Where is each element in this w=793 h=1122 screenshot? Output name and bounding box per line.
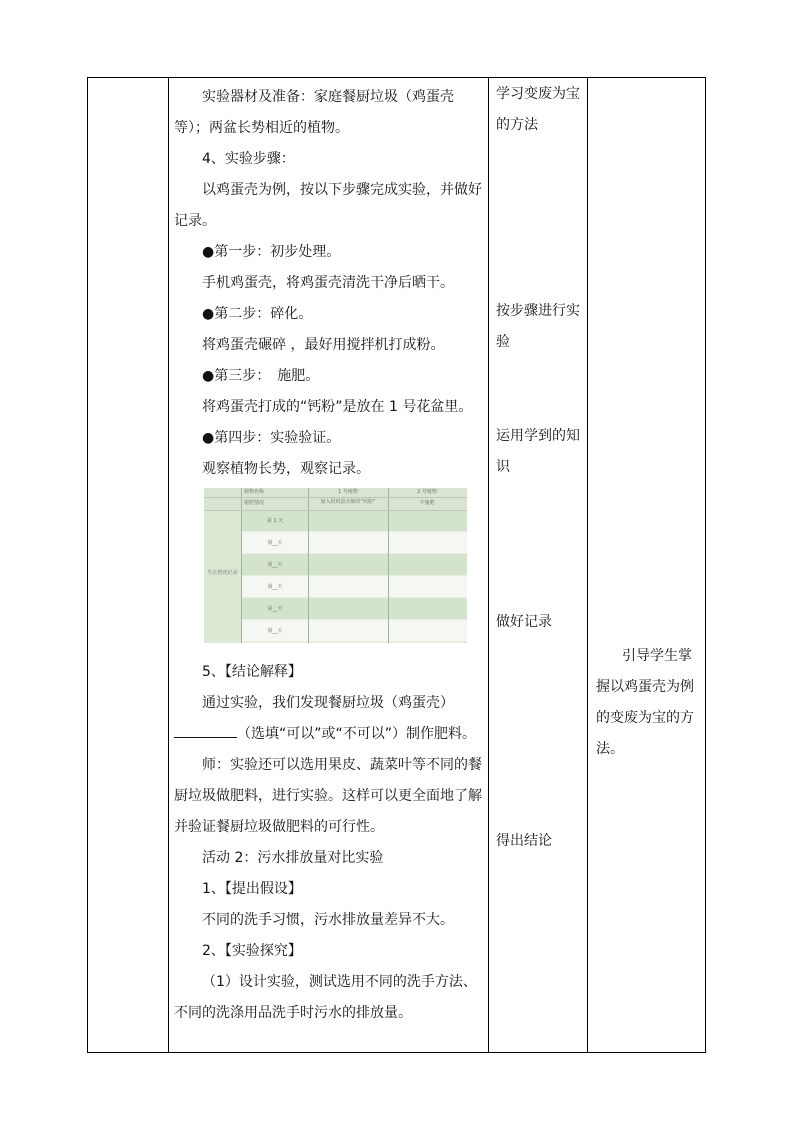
- header-cell: 1 号植物: [338, 489, 358, 495]
- fill-in-blank[interactable]: [174, 721, 237, 738]
- paragraph: 观察植物长势，观察记录。: [202, 461, 370, 477]
- student-note: 做好记录: [496, 614, 552, 630]
- paragraph: （1）设计实验，测试选用不同的洗手方法、不同的洗涤用品洗手时污水的排放量。: [174, 974, 477, 1021]
- day-label: 第__天: [267, 606, 283, 612]
- paragraph: ●第四步：实验验证。: [202, 430, 341, 446]
- paragraph: 以鸡蛋壳为例，按以下步骤完成实验，并做好记录。: [174, 182, 482, 229]
- student-note: 学习变废为宝的方法: [496, 86, 580, 133]
- growth-record-table-image: [204, 488, 467, 643]
- paragraph: 师：实验还可以选用果皮、蔬菜叶等不同的餐厨垃圾做肥料，进行实验。这样可以更全面地了解并验证餐厨垃圾做肥料的可行性。: [174, 757, 482, 835]
- paragraph: 不同的洗手习惯，污水排放量差异不大。: [202, 912, 454, 928]
- paragraph: ●第一步：初步处理。: [202, 244, 341, 260]
- day-label: 第__天: [267, 628, 283, 634]
- day-label: 第__天: [267, 584, 283, 590]
- student-note: 运用学到的知识: [496, 428, 580, 475]
- design-intent-text: 引导学生掌握以鸡蛋壳为例的变废为宝的方法。: [596, 648, 694, 757]
- header-cell: 植物名称: [243, 489, 264, 495]
- student-activity-column: [489, 78, 587, 1052]
- day-label: 第 1 天: [266, 518, 284, 524]
- paragraph: 2、【实验探究】: [202, 943, 302, 959]
- student-note: 按步骤进行实验: [496, 303, 580, 350]
- paragraph: 通过实验，我们发现餐厨垃圾（鸡蛋壳）: [202, 695, 454, 711]
- fill-in-paragraph: （选填“可以”或“不可以”）制作肥料。: [174, 719, 482, 750]
- paragraph: 1、【提出假设】: [202, 881, 302, 897]
- day-label: 第__天: [267, 562, 283, 568]
- day-label: 第__天: [267, 540, 283, 546]
- row-label: 施肥情况: [243, 500, 264, 506]
- paragraph: 实验器材及准备：家庭餐厨垃圾（鸡蛋壳等）；两盆长势相近的植物。: [174, 89, 454, 136]
- paragraph: 5、【结论解释】: [202, 664, 302, 680]
- treatment-cell: 不施肥: [419, 500, 435, 506]
- paragraph: ●第三步： 施肥。: [202, 368, 320, 384]
- paragraph: ●第二步：碎化。: [202, 306, 313, 322]
- paragraph: 将鸡蛋壳碾碎 ，最好用搅拌机打成粉。: [202, 337, 445, 353]
- paragraph: 活动 2：污水排放量对比实验: [202, 850, 384, 866]
- treatment-cell: 加入用鸡蛋壳制的“钙粉”: [320, 499, 376, 505]
- student-note: 得出结论: [496, 833, 552, 849]
- paragraph: 手机鸡蛋壳，将鸡蛋壳清洗干净后晒干。: [202, 275, 454, 291]
- paragraph: 4、实验步骤：: [202, 151, 295, 167]
- paragraph: 将鸡蛋壳打成的“钙粉”是放在 1 号花盆里。: [202, 399, 473, 415]
- lesson-plan-table: [87, 77, 706, 1053]
- design-intent-column: [588, 78, 706, 1052]
- group-label: 生长情况记录: [207, 570, 238, 576]
- header-cell: 2 号植物: [417, 489, 437, 495]
